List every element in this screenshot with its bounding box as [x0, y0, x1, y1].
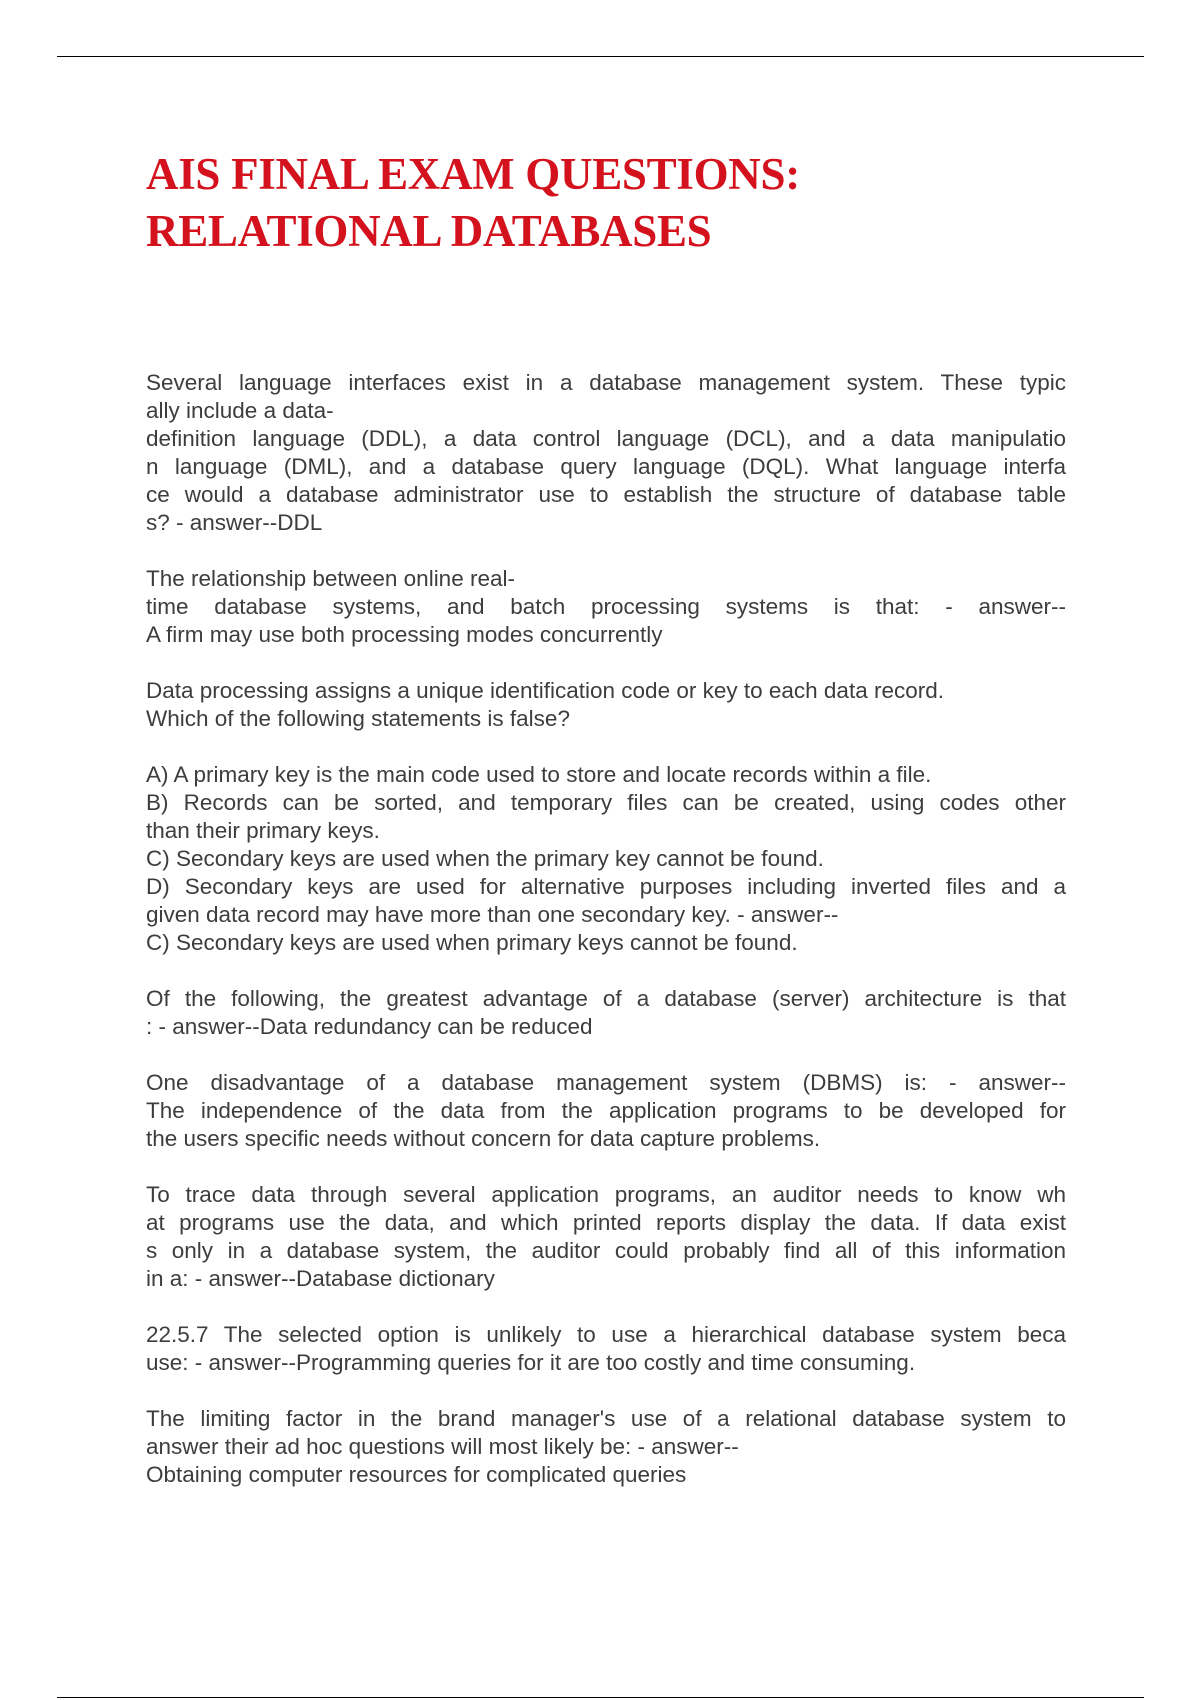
text-line: ce would a database administrator use to establish the structure of database table — [146, 482, 1066, 507]
text-line: the users specific needs without concern for data capture problems. — [146, 1126, 821, 1151]
qa-paragraph — [146, 761, 1066, 957]
text-line: given data record may have more than one secondary key. - answer-- — [146, 902, 839, 927]
text-line: definition language (DDL), a data control language (DCL), and a data manipulatio — [146, 426, 1066, 451]
text-line: D) Secondary keys are used for alternative purposes including inverted files and a — [146, 874, 1066, 899]
text-line: time database systems, and batch processing systems is that: - answer-- — [146, 594, 1066, 619]
text-line: C) Secondary keys are used when primary keys cannot be found. — [146, 930, 798, 955]
text-line: Which of the following statements is false? — [146, 706, 570, 731]
qa-paragraph — [146, 1321, 1066, 1377]
text-line: in a: - answer--Database dictionary — [146, 1266, 495, 1291]
text-line: The limiting factor in the brand manager's use of a relational database system to — [146, 1406, 1066, 1431]
qa-paragraph — [146, 1069, 1066, 1153]
text-line: A) A primary key is the main code used to store and locate records within a file. — [146, 762, 932, 787]
text-line: ally include a data- — [146, 398, 334, 423]
top-rule — [57, 56, 1144, 57]
text-line: C) Secondary keys are used when the primary key cannot be found. — [146, 846, 824, 871]
text-line: : - answer--Data redundancy can be reduced — [146, 1014, 593, 1039]
text-line: s? - answer--DDL — [146, 510, 323, 535]
title-line-1: AIS FINAL EXAM QUESTIONS: — [146, 149, 800, 199]
text-line: Obtaining computer resources for complicated queries — [146, 1462, 687, 1487]
text-line: A firm may use both processing modes concurrently — [146, 622, 663, 647]
text-line: Several language interfaces exist in a database management system. These typic — [146, 370, 1066, 395]
text-line: 22.5.7 The selected option is unlikely to use a hierarchical database system beca — [146, 1322, 1066, 1347]
text-line: at programs use the data, and which printed reports display the data. If data exist — [146, 1210, 1066, 1235]
qa-paragraph — [146, 565, 1066, 649]
text-line: answer their ad hoc questions will most likely be: - answer-- — [146, 1434, 739, 1459]
text-line: s only in a database system, the auditor could probably find all of this information — [146, 1238, 1066, 1263]
text-line: To trace data through several application programs, an auditor needs to know wh — [146, 1182, 1066, 1207]
qa-paragraph — [146, 369, 1066, 537]
qa-paragraph — [146, 677, 1066, 733]
text-line: B) Records can be sorted, and temporary files can be created, using codes other — [146, 790, 1066, 815]
text-line: Data processing assigns a unique identification code or key to each data record. — [146, 678, 944, 703]
page-title — [146, 146, 800, 260]
text-line: than their primary keys. — [146, 818, 380, 843]
text-line: Of the following, the greatest advantage of a database (server) architecture is that — [146, 986, 1066, 1011]
qa-paragraph — [146, 1181, 1066, 1293]
text-line: The independence of the data from the application programs to be developed for — [146, 1098, 1066, 1123]
qa-paragraph — [146, 1405, 1066, 1489]
text-line: use: - answer--Programming queries for it are too costly and time consuming. — [146, 1350, 916, 1375]
question-list — [146, 369, 1066, 1517]
text-line: One disadvantage of a database management system (DBMS) is: - answer-- — [146, 1070, 1066, 1095]
text-line: The relationship between online real- — [146, 566, 515, 591]
bottom-rule — [57, 1697, 1144, 1698]
qa-paragraph — [146, 985, 1066, 1041]
text-line: n language (DML), and a database query language (DQL). What language interfa — [146, 454, 1066, 479]
title-line-2: RELATIONAL DATABASES — [146, 206, 712, 256]
